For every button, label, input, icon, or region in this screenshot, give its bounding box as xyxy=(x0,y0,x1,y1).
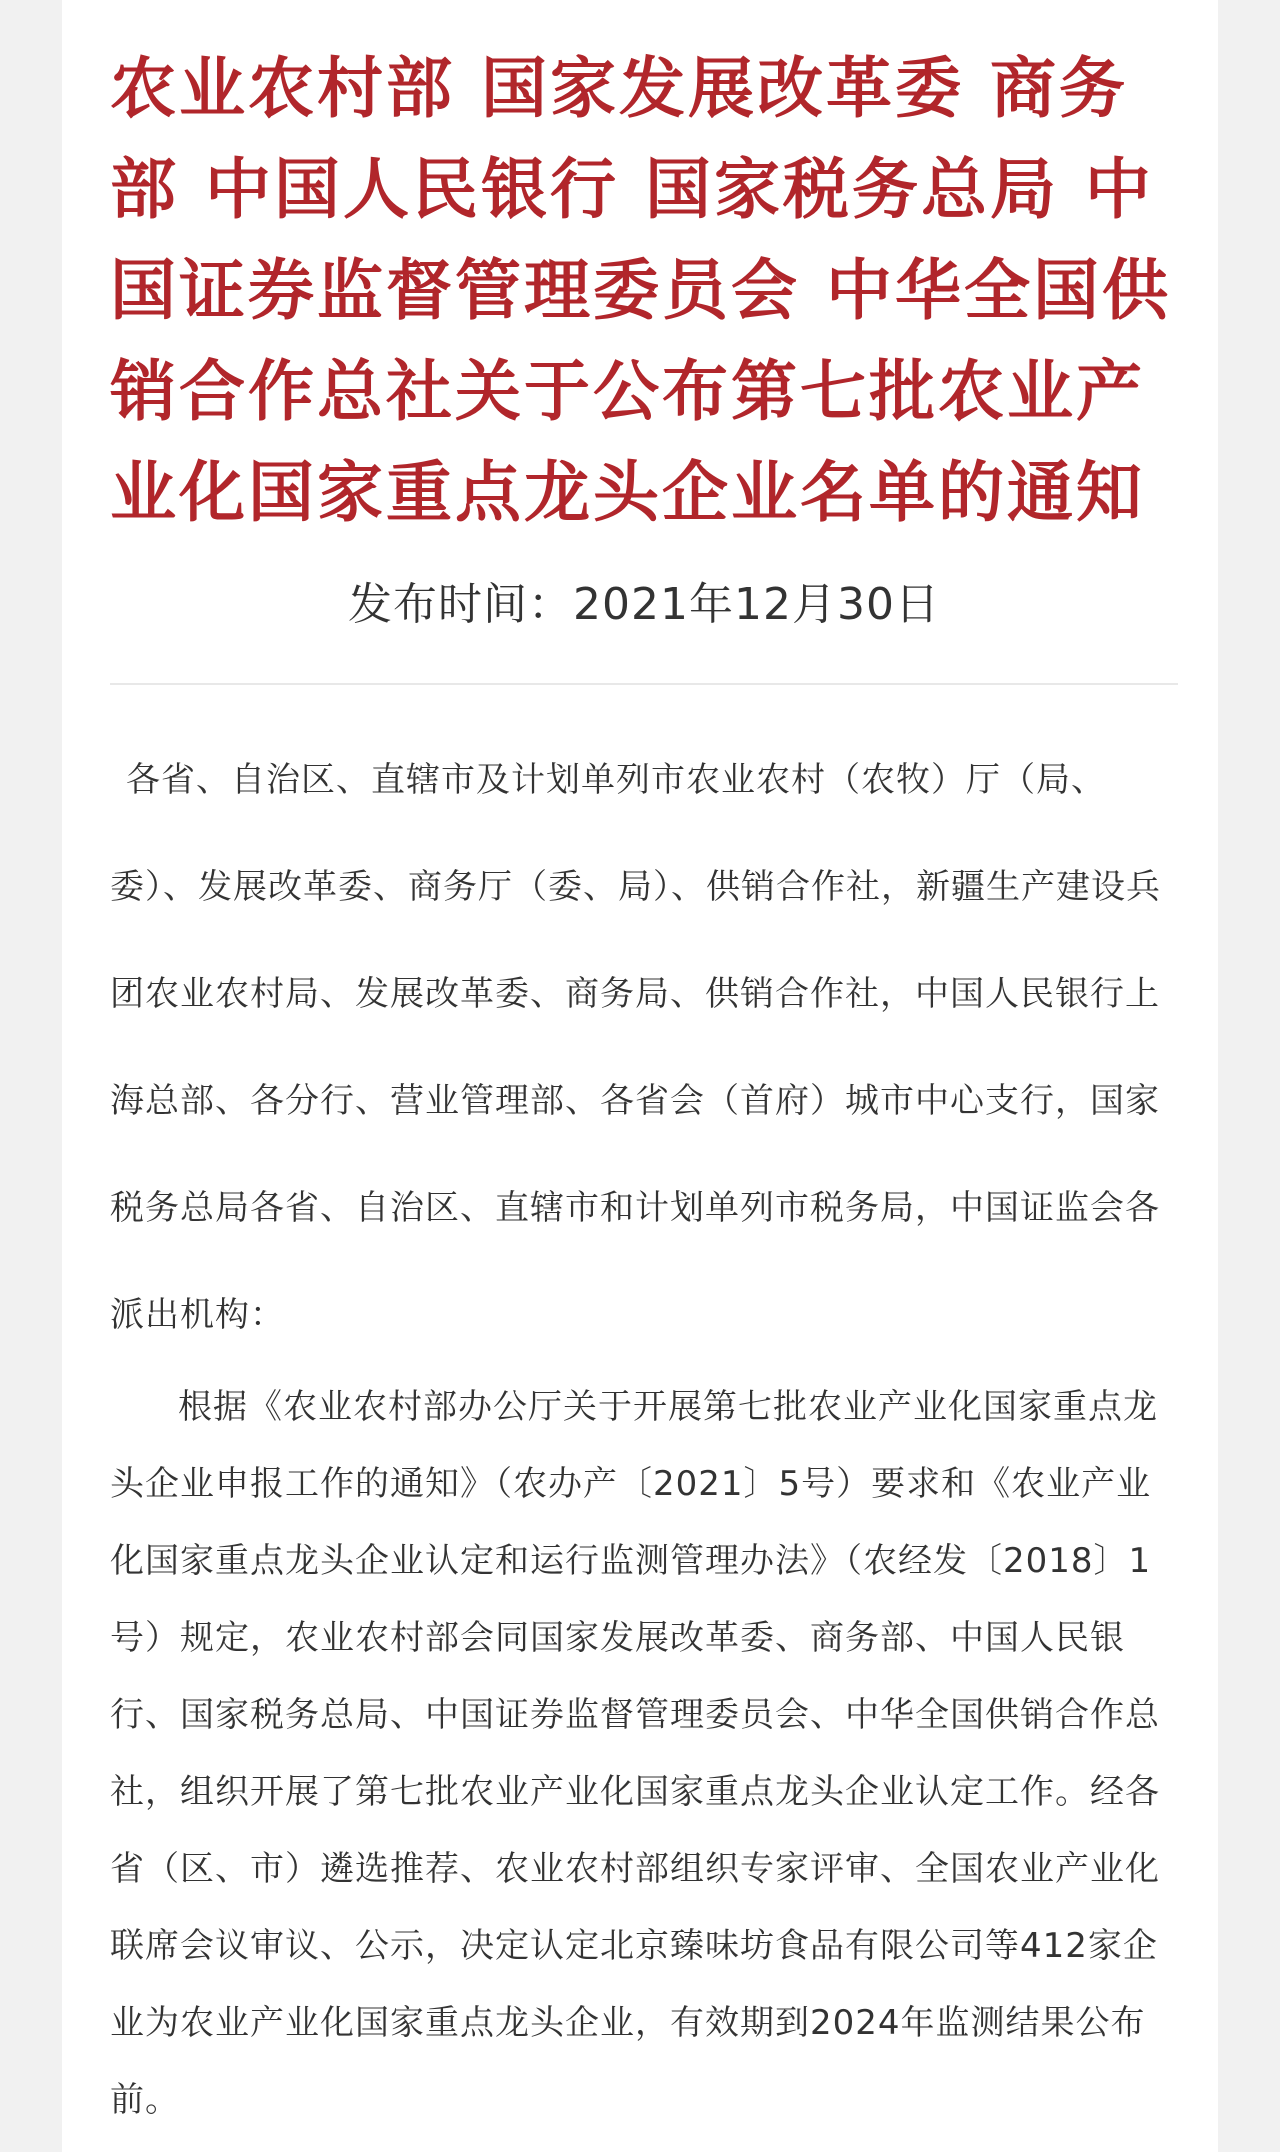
article-page xyxy=(62,0,1218,2152)
publish-date: 发布时间：2021年12月30日 xyxy=(348,579,940,630)
body-paragraph: 根据《农业农村部办公厅关于开展第七批农业产业化国家重点龙头企业申报工作的通知》（农办产〔2021〕5号）要求和《农业产业化国家重点龙头企业认定和运行监测管理办法》（农经发〔2018〕1号）规定，农业农村部会同国家发展改革委、商务部、中国人民银行、国家税务总局、中国证券监督管理委员会、中华全国供销合作总社，组织开展了第七批农业产业化国家重点龙头企业认定工作。经各省（区、市）遴选推荐、农业农村部组织专家评审、全国农业产业化联席会议审议、公示，决定认定北京臻味坊食品有限公司等412家企业为农业产业化国家重点龙头企业，有效期到2024年监测结果公布前。 xyxy=(110,1387,1160,2120)
salutation-paragraph: 各省、自治区、直辖市及计划单列市农业农村（农牧）厅（局、委）、发展改革委、商务厅（委、局）、供销合作社，新疆生产建设兵团农业农村局、发展改革委、商务局、供销合作社，中国人民银行上海总部、各分行、营业管理部、各省会（首府）城市中心支行，国家税务总局各省、自治区、直辖市和计划单列市税务局，中国证监会各派出机构： xyxy=(110,760,1161,1335)
title-divider xyxy=(110,683,1178,685)
article-title: 农业农村部 国家发展改革委 商务部 中国人民银行 国家税务总局 中国证券监督管理委员会 中华全国供销合作总社关于公布第七批农业产业化国家重点龙头企业名单的通知 xyxy=(110,50,1171,531)
article-content xyxy=(110,0,1178,2139)
